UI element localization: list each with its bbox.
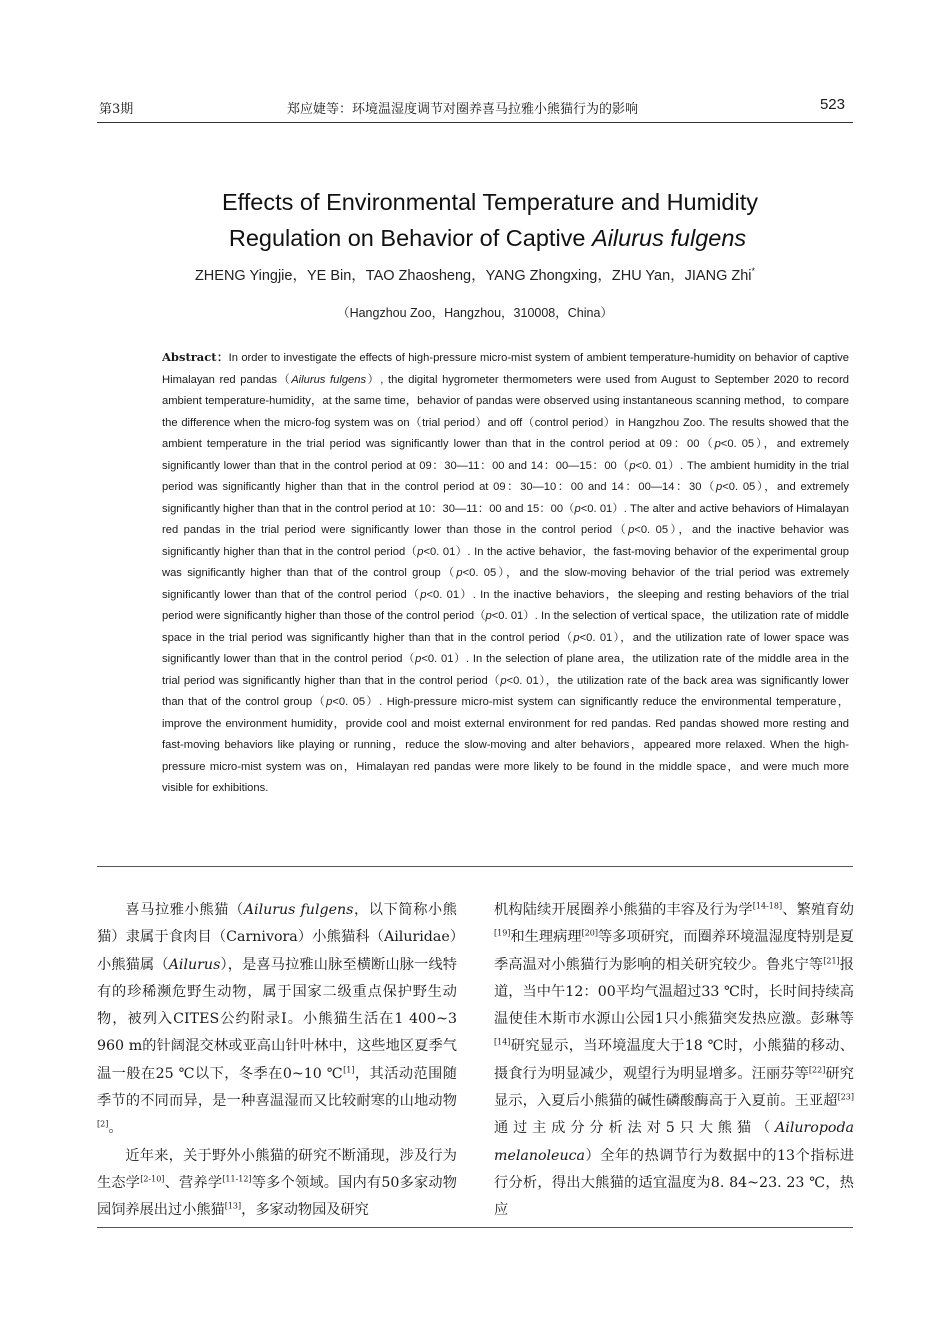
citation: [22] [808,1065,826,1075]
section-divider [97,866,853,867]
p-value-symbol: p [326,696,333,708]
author-list [97,264,853,285]
body-text: 、繁殖育幼 [782,902,854,918]
running-title: 郑应婕等：环境温湿度调节对圈养喜马拉雅小熊猫行为的影响 [287,102,639,117]
abstract-text: <0. 01）. The alter and active behaviors of Himalayan red pandas in the trial period were significantly lower than those in the control period（ [162,502,849,536]
abstract-text: <0. 05），and the slow-moving behavior of the trial period was extremely significantly lower than that of the control period（ [162,567,849,601]
abstract-text: <0. 01），and the utilization rate of lower space was significantly lower than that in the control period（ [162,631,849,665]
body-text: 、营养学 [164,1174,223,1191]
abstract-text: <0. 01）. In the selection of plane area，the utilization rate of the middle area in the trial period was significantly higher than that in the control period（ [162,653,849,687]
p-value-symbol: p [417,545,424,558]
p-value-symbol: p [574,502,581,515]
body-text: ），是喜马拉雅山脉至横断山脉一线特有的珍稀濒危野生动物，属于国家二级重点保护野生动物，被列入CITES公约附录Ⅰ。小熊猫生活在1 400~3 960 m的针阔混交林或亚高山针叶林中，这些地区夏季气温一般在25 ℃以下，冬季在0~10 ℃ [97,956,457,1082]
body-text: 等多项研究，而圈养环境温湿度特别是夏季高温对小熊猫行为影响的相关研究较少。鲁兆宁等 [494,929,854,973]
body-text: ，其活动范围随季节的不同而异，是一种喜温湿而又比较耐寒的山地动物 [97,1065,457,1110]
abstract-text: <0. 05），and extremely significantly lower than that in the control period at 09：30—11：00 and 14：00—15：00（ [162,438,849,472]
abstract-text: <0. 01），the utilization rate of the back area was significantly lower than that of the control group（ [162,674,849,708]
body-text: ）全年的热调节行为数据中的13个指标进行分析，得出大熊猫的适宜温度为8. 84~23. 23 ℃，热应 [494,1147,854,1219]
corresponding-mark: * [751,266,756,277]
citation: [14-18] [752,901,783,911]
p-value-symbol: p [573,631,580,644]
body-text: 等多个领域。国内有50多家动物园饲养展出过小熊猫 [97,1174,457,1219]
abstract-text: In order to investigate the effects of high-pressure micro-mist system of ambient temperature-humidity on behavior of captive Himalayan red pandas（ [162,352,849,386]
body-text: 研究显示，入夏后小熊猫的碱性磷酸酶高于入夏前。王亚超 [494,1065,854,1110]
abstract-text: ）, the digital hygrometer thermometers were used from August to September 2020 to record ambient temperature-humidity，at the same time，behavior of pandas were observed using instantaneous scanning method，to compare the difference when the micro-fog system was on（trial period）and off（control period）in Hangzhou Zoo. The results showed that the ambient temperature in the trial period was significantly lower than that in the control period at 09：00（ [162,373,849,450]
citation: [13] [224,1201,242,1211]
abstract-text: <0. 01）. The ambient humidity in the trial period was significantly higher than that in the control period at 09：30—10：00 and 14：00—14：30（ [162,459,849,493]
abstract-text: <0. 05），and extremely significantly higher than that in the control period at 10：30—11：00 and 15：00（ [162,481,849,515]
citation: [2-10] [140,1174,165,1184]
species-name: Ailurus fulgens [243,902,354,918]
running-head [97,96,853,123]
citation: [20] [581,928,598,938]
citation: [2] [97,1119,109,1129]
citation: [14] [494,1037,511,1047]
p-value-symbol: p [420,588,427,601]
abstract-text: <0. 01）. In the active behavior，the fast-moving behavior of the experimental group was significantly higher than that of the control group（ [162,545,849,579]
title-line-2-text: Regulation on Behavior of Captive [228,225,593,251]
citation: [11-12] [222,1174,252,1184]
footer-divider [97,1227,853,1228]
body-text: 研究显示，当环境温度大于18 ℃时，小熊猫的移动、摄食行为明显减少，观望行为明显增多。汪丽芬等 [494,1038,854,1082]
body-text: 报道，当中午12：00平均气温超过33 ℃时，长时间持续高温使佳木斯市水源山公园1只小熊猫突发热应激。彭琳等 [494,956,854,1028]
body-text: 通过主成分分析法对5只大熊猫（ [494,1120,776,1137]
citation: [1] [343,1065,355,1075]
citation: [21] [823,955,840,965]
body-text: ，多家动物园及研究 [241,1202,369,1219]
body-text: 喜马拉雅小熊猫（ [125,902,244,918]
title-line-1: Effects of Environmental Temperature and Humidity [222,189,758,215]
p-value-symbol: p [628,524,635,536]
body-paragraph [97,1143,457,1225]
genus-name: Ailurus [168,956,221,973]
p-value-symbol: p [485,610,492,622]
p-value-symbol: p [500,674,507,687]
author-names: ZHENG Yingjie，YE Bin，TAO Zhaosheng，YANG Zhongxing，ZHU Yan，JIANG Zhi [194,268,752,284]
p-value-symbol: p [715,481,723,493]
body-text: 。 [108,1120,123,1137]
abstract-species: Ailurus fulgens [291,373,367,386]
body-column-right [494,897,854,1225]
abstract-text: <0. 05），and the inactive behavior was significantly higher than that in the control period（ [162,524,849,558]
title-species: Ailurus fulgens [592,225,747,251]
body-text: 和生理病理 [510,929,582,946]
citation: [19] [494,928,511,938]
abstract-text: <0. 05）. High-pressure micro-mist system can significantly reduce the environmental temperature，improve the environment humidity，provide cool and moist external environment for red pandas. Red pandas showed more resting and fast-moving behaviors like playing or running，reduce the slow-moving and alter behaviors，appeared more relaxed. When the high-pressure micro-mist system was on，Himalayan red pandas were more likely to be found in the middle space，and were much more visible for exhibitions. [162,696,849,794]
body-text: 机构陆续开展圈养小熊猫的丰容及行为学 [494,902,753,918]
abstract-label: Abstract： [162,350,229,364]
body-text: ，以下简称小熊猫）隶属于食肉目（Carnivora）小熊猫科（Ailuridae）小熊猫属（ [97,902,457,973]
abstract-text: <0. 01）. In the selection of vertical space，the utilization rate of middle space in the trial period was significantly higher than that in the control period（ [162,610,849,644]
p-value-symbol: p [714,438,721,450]
abstract-text: <0. 01）. In the inactive behaviors，the sleeping and resting behaviors of the trial period were significantly higher than those of the control period（ [162,588,849,622]
paper-title [97,184,853,256]
citation: [23] [837,1092,854,1102]
p-value-symbol: p [415,653,422,665]
body-paragraph [97,897,457,1143]
species-name: Ailuropoda melanoleuca [494,1120,854,1164]
body-paragraph [494,897,854,1225]
abstract [162,347,849,800]
affiliation: （Hangzhou Zoo，Hangzhou，310008，China） [337,306,613,320]
body-column-left [97,897,457,1225]
body-text: 近年来，关于野外小熊猫的研究不断涌现，涉及行为生态学 [97,1147,457,1191]
p-value-symbol: p [456,567,463,579]
title-line-2 [97,220,853,256]
page-number: 523 [819,96,845,113]
p-value-symbol: p [629,459,636,472]
issue-number: 第3期 [99,102,134,117]
